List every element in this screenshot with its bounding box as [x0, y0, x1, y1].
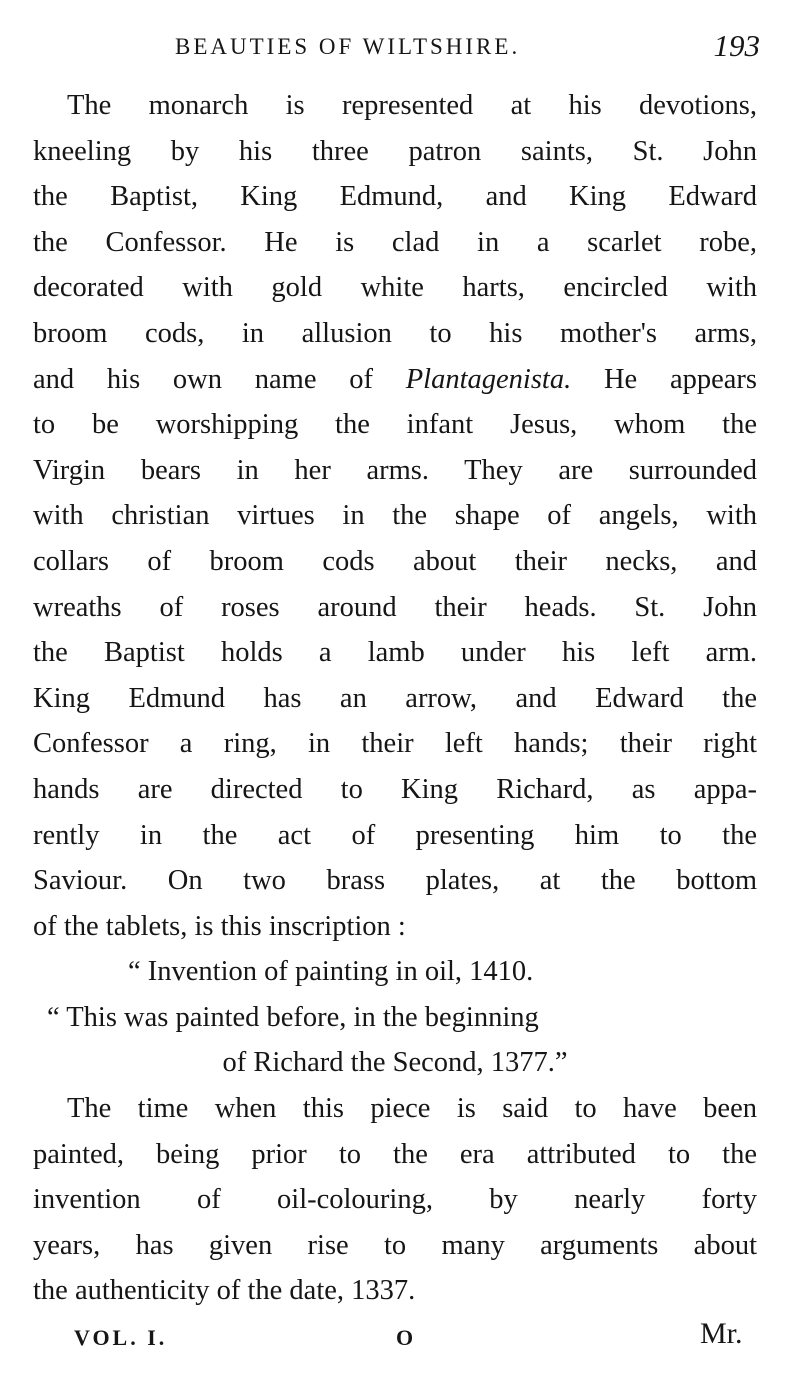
text-line: The time when this piece is said to have been: [67, 1093, 757, 1125]
running-title: BEAUTIES OF WILTSHIRE.: [175, 34, 521, 59]
signature-mark: O: [396, 1325, 414, 1350]
text-fragment: and his own name of: [33, 363, 406, 395]
text-line: to be worshipping the infant Jesus, whom the: [33, 409, 757, 441]
text-line: years, has given rise to many arguments about: [33, 1229, 757, 1261]
text-line: Saviour. On two brass plates, at the bottom: [33, 865, 757, 897]
text-line: The monarch is represented at his devotions,: [67, 90, 757, 121]
text-line: invention of oil-colouring, by nearly forty: [33, 1184, 757, 1216]
inscription-line: “ This was painted before, in the beginning: [47, 1001, 539, 1033]
text-line-with-italic: [33, 357, 757, 403]
italic-name: Plantagenista.: [405, 363, 572, 395]
page-number: 193: [713, 28, 760, 63]
text-line: decorated with gold white harts, encircled with: [33, 272, 757, 304]
text-line: King Edmund has an arrow, and Edward the: [33, 682, 757, 714]
text-line: the authenticity of the date, 1337.: [33, 1275, 416, 1307]
inscription-line: of Richard the Second, 1377.”: [222, 1047, 568, 1079]
running-head: [0, 28, 800, 68]
page-footer: [0, 1317, 800, 1367]
catchword: Mr.: [700, 1317, 743, 1350]
text-line: rently in the act of presenting him to the: [33, 819, 757, 851]
text-fragment: He appears: [571, 363, 758, 395]
text-line: the Baptist, King Edmund, and King Edward: [33, 181, 757, 213]
text-line: collars of broom cods about their necks, and: [33, 545, 757, 577]
body-text: [33, 83, 757, 1314]
text-line: painted, being prior to the era attributed to the: [33, 1138, 757, 1170]
text-line: Virgin bears in her arms. They are surrounded: [33, 454, 757, 486]
text-line: broom cods, in allusion to his mother's arms,: [33, 317, 757, 349]
text-line: Confessor a ring, in their left hands; their right: [33, 728, 757, 760]
volume-label: VOL. I.: [74, 1325, 168, 1350]
text-line: wreaths of roses around their heads. St. John: [33, 591, 757, 623]
text-line: kneeling by his three patron saints, St. John: [33, 135, 757, 167]
text-line: with christian virtues in the shape of angels, with: [33, 500, 757, 532]
text-line: hands are directed to King Richard, as appa-: [33, 773, 757, 805]
inscription-line: “ Invention of painting in oil, 1410.: [128, 956, 534, 988]
text-line: of the tablets, is this inscription :: [33, 910, 406, 942]
text-line: the Baptist holds a lamb under his left arm.: [33, 637, 757, 669]
text-line: the Confessor. He is clad in a scarlet robe,: [33, 226, 757, 258]
